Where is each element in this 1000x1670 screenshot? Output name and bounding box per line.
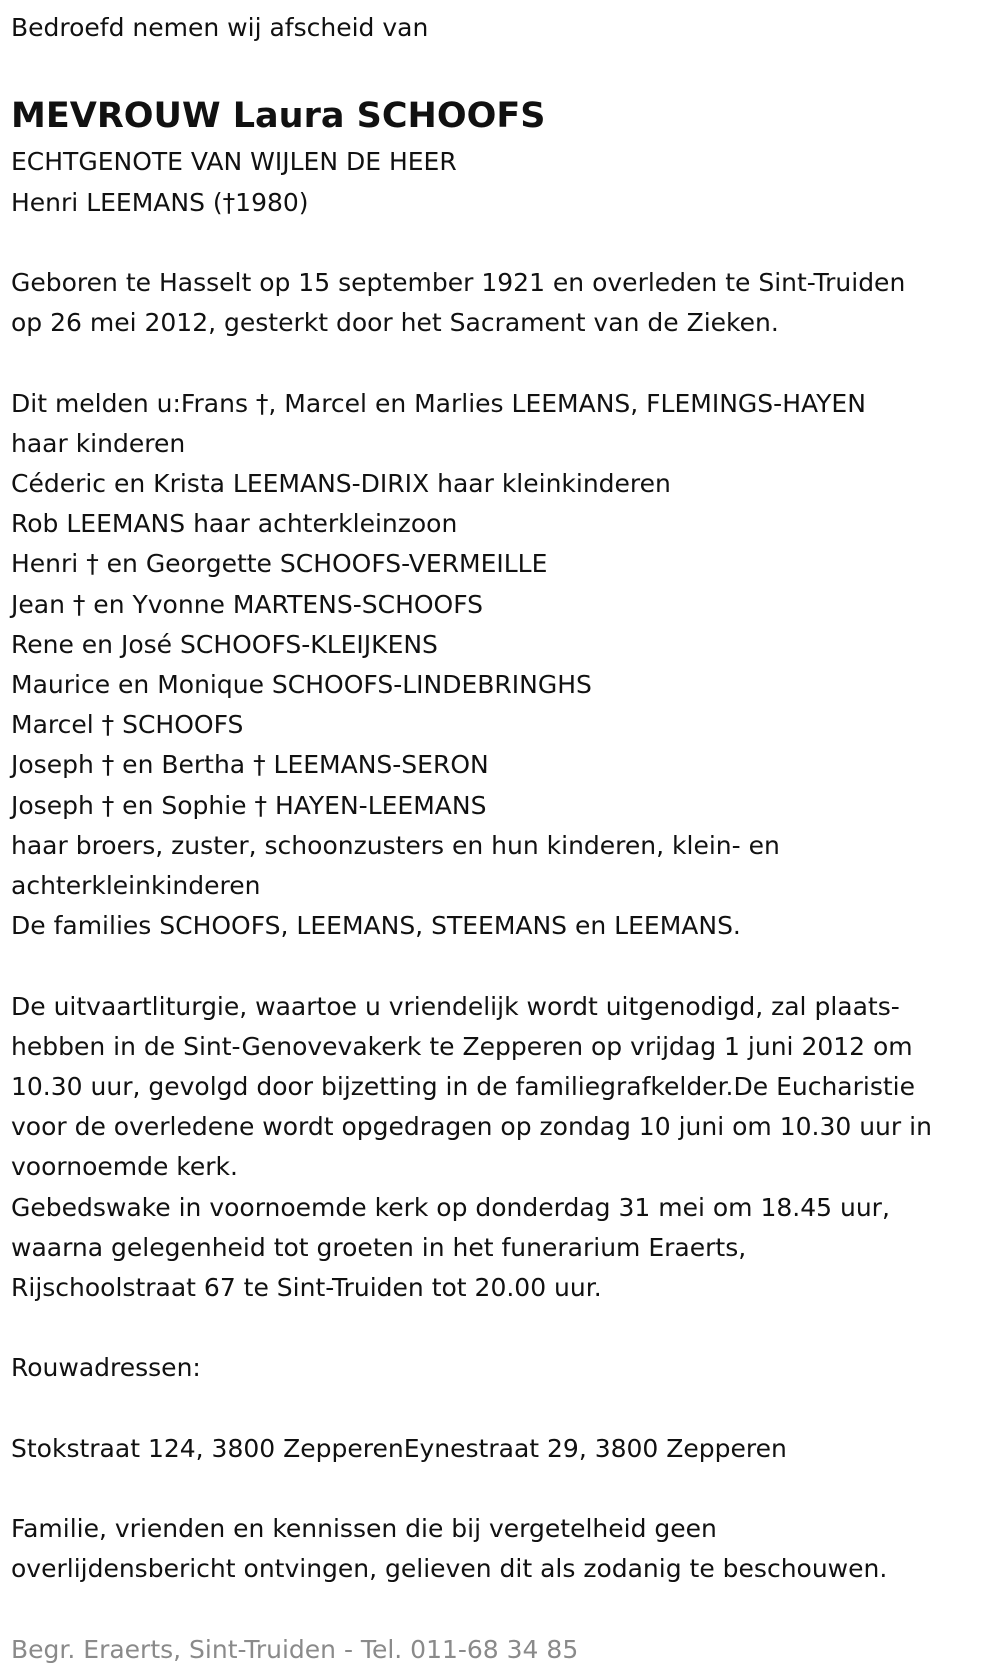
- mourner-line: achterkleinkinderen: [11, 871, 261, 901]
- mourner-line: Céderic en Krista LEEMANS-DIRIX haar kleinkinderen: [11, 468, 671, 498]
- funeral-line: hebben in de Sint-Genovevakerk te Zepperen op vrijdag 1 juni 2012 om: [11, 1031, 913, 1061]
- funeral-line: voornoemde kerk.: [11, 1152, 238, 1182]
- mourner-line: Rob LEEMANS haar achterkleinzoon: [11, 509, 458, 539]
- closing-line-1: Familie, vrienden en kennissen die bij vergetelheid geen: [11, 1514, 717, 1544]
- mourner-line: Joseph † en Bertha † LEEMANS-SERON: [11, 750, 489, 780]
- closing-line-2: overlijdensbericht ontvingen, gelieven dit als zodanig te beschouwen.: [11, 1554, 888, 1584]
- funeral-line: waarna gelegenheid tot groeten in het funerarium Eraerts,: [11, 1232, 747, 1262]
- funeral-line: 10.30 uur, gevolgd door bijzetting in de familiegrafkelder.De Eucharistie: [11, 1072, 916, 1102]
- spacer: [11, 1469, 989, 1509]
- spacer: [11, 343, 989, 383]
- funeral-line: voor de overledene wordt opgedragen op zondag 10 juni om 10.30 uur in: [11, 1112, 932, 1142]
- mourner-line: Jean † en Yvonne MARTENS-SCHOOFS: [11, 589, 484, 619]
- spacer: [11, 1590, 989, 1630]
- funeral-details: [11, 987, 989, 1309]
- birth-death-line-1: Geboren te Hasselt op 15 september 1921 en overleden te Sint-Truiden: [11, 267, 906, 297]
- addresses-label: Rouwadressen:: [11, 1353, 201, 1383]
- mourner-line: Henri † en Georgette SCHOOFS-VERMEILLE: [11, 549, 548, 579]
- deceased-name: MEVROUW Laura SCHOOFS: [11, 96, 546, 137]
- funeral-line: De uitvaartliturgie, waartoe u vriendelijk wordt uitgenodigd, zal plaats-: [11, 991, 900, 1021]
- spacer: [11, 223, 989, 263]
- mourner-line: Maurice en Monique SCHOOFS-LINDEBRINGHS: [11, 670, 592, 699]
- funeral-home-footer: Begr. Eraerts, Sint-Truiden - Tel. 011-68 34 85: [11, 1634, 579, 1664]
- spacer: [11, 48, 989, 88]
- mourner-line: Rene en José SCHOOFS-KLEIJKENS: [11, 629, 438, 659]
- spacer: [11, 946, 989, 986]
- mourner-line: Marcel † SCHOOFS: [11, 710, 244, 740]
- funeral-line: Rijschoolstraat 67 te Sint-Truiden tot 20.00 uur.: [11, 1273, 602, 1303]
- addresses-text: Stokstraat 124, 3800 ZepperenEynestraat 29, 3800 Zepperen: [11, 1433, 787, 1463]
- mourner-line: haar broers, zuster, schoonzusters en hun kinderen, klein- en: [11, 830, 780, 860]
- spacer: [11, 1389, 989, 1429]
- spouse-line-1: ECHTGENOTE VAN WIJLEN DE HEER: [11, 147, 457, 177]
- mourners-list: [11, 384, 989, 947]
- birth-death-line-2: op 26 mei 2012, gesterkt door het Sacrament van de Zieken.: [11, 308, 779, 338]
- funeral-line: Gebedswake in voornoemde kerk op donderdag 31 mei om 18.45 uur,: [11, 1192, 890, 1222]
- mourner-line: Joseph † en Sophie † HAYEN-LEEMANS: [11, 790, 487, 820]
- intro-text: Bedroefd nemen wij afscheid van: [11, 13, 429, 42]
- spouse-line-2: Henri LEEMANS (†1980): [11, 187, 309, 217]
- spacer: [11, 1308, 989, 1348]
- mourner-line: haar kinderen: [11, 428, 186, 458]
- mourner-line: De families SCHOOFS, LEEMANS, STEEMANS en LEEMANS.: [11, 911, 741, 941]
- mourner-line: Dit melden u:Frans †, Marcel en Marlies LEEMANS, FLEMINGS-HAYEN: [11, 388, 866, 418]
